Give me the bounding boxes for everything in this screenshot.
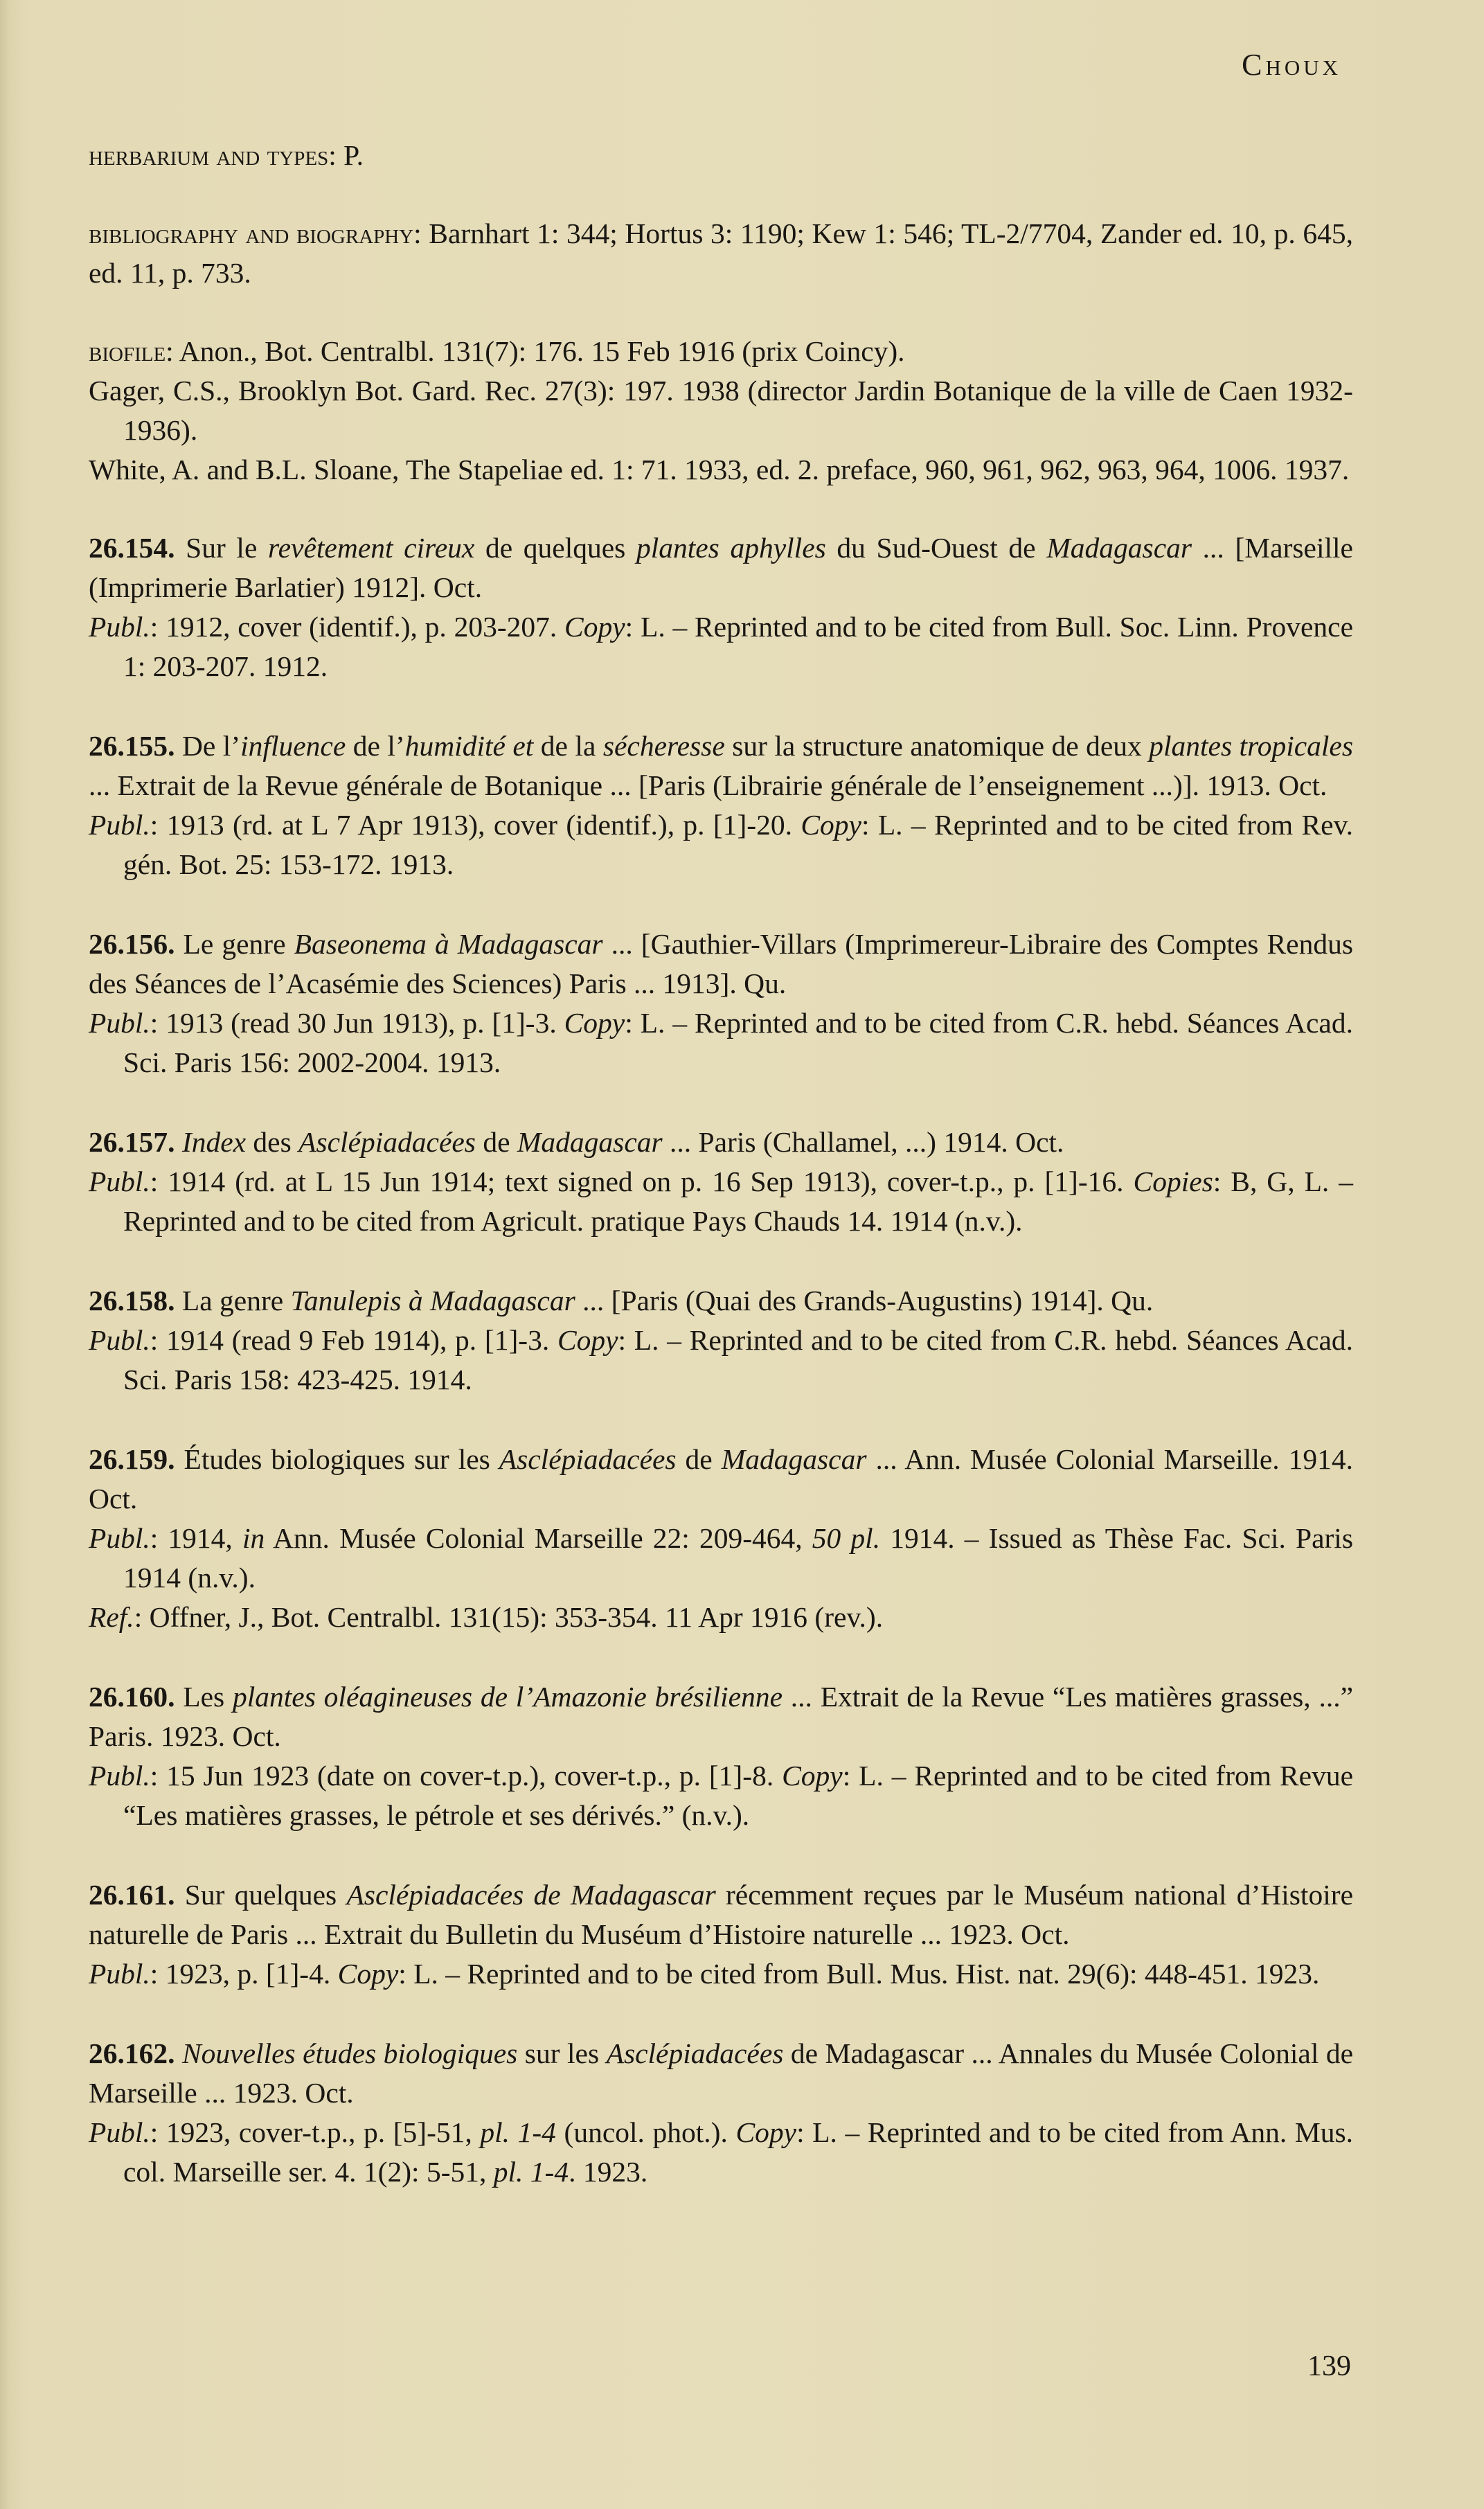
herbarium-label: herbarium and types: bbox=[89, 139, 337, 171]
entry-number: 26.158. bbox=[89, 1285, 175, 1316]
entry-note bbox=[89, 607, 1353, 686]
italic-text: Publ. bbox=[89, 1958, 150, 1990]
note-text: : 1912, cover (identif.), p. 203-207. bbox=[150, 611, 565, 643]
biofile-item: Gager, C.S., Brooklyn Bot. Gard. Rec. 27(3): 197. 1938 (director Jardin Botanique de la ville de Caen 1932-1936). bbox=[89, 375, 1353, 446]
italic-text: Madagascar bbox=[721, 1443, 867, 1475]
note-text: : 1914 (read 9 Feb 1914), p. [1]-3. bbox=[150, 1324, 557, 1356]
italic-text: Asclépiadacées bbox=[606, 2037, 784, 2069]
italic-text: Copies bbox=[1133, 1166, 1213, 1197]
biofile-item-text: Anon., Bot. Centralbl. 131(7): 176. 15 Feb 1916 (prix Coincy). bbox=[179, 335, 905, 367]
entry-title bbox=[89, 1440, 1353, 1519]
entry-title bbox=[89, 726, 1353, 805]
bibliographic-entry bbox=[89, 726, 1353, 884]
entry-title bbox=[89, 2034, 1353, 2113]
entry-number: 26.156. bbox=[89, 928, 175, 960]
title-text: des bbox=[246, 1126, 299, 1158]
italic-text: Publ. bbox=[89, 611, 150, 643]
title-text: Les bbox=[175, 1681, 233, 1713]
note-text: : 1913 (read 30 Jun 1913), p. [1]-3. bbox=[150, 1007, 564, 1039]
italic-text: 50 pl. bbox=[812, 1522, 881, 1554]
herbarium-section bbox=[89, 136, 1353, 175]
italic-text: Baseonema à Madagascar bbox=[294, 928, 603, 960]
entry-title bbox=[89, 1281, 1353, 1321]
italic-text: Copy bbox=[557, 1324, 618, 1356]
title-text: ... Paris (Challamel, ...) 1914. Oct. bbox=[662, 1126, 1064, 1158]
entry-title bbox=[89, 925, 1353, 1003]
bibliographic-entry bbox=[89, 1677, 1353, 1835]
title-text: Sur quelques bbox=[175, 1879, 347, 1911]
note-text: (uncol. phot.). bbox=[555, 2116, 736, 2148]
title-text: de bbox=[676, 1443, 722, 1475]
title-text: sur les bbox=[517, 2037, 607, 2069]
title-text: récemment reçues par le Muséum national d’Histoire naturelle de Paris ... Extrait du Bulletin du Muséum d’Histoire naturelle ... 1923. Oct. bbox=[89, 1879, 1353, 1950]
bibliographic-entry bbox=[89, 1281, 1353, 1400]
note-text: : L. – Reprinted and to be cited from Ann. Mus. col. Marseille ser. 4. 1(2): 5-51, bbox=[123, 2116, 1353, 2188]
note-text: : B, G, L. – Reprinted and to be cited from Agricult. pratique Pays Chauds 14. 1914 (n.v.). bbox=[123, 1166, 1354, 1237]
italic-text: Nouvelles études biologiques bbox=[182, 2037, 518, 2069]
italic-text: Copy bbox=[782, 1760, 843, 1792]
note-text: : 1923, cover-t.p., p. [5]-51, bbox=[150, 2116, 481, 2148]
italic-text: plantes oléagineuses de l’Amazonie brésilienne bbox=[233, 1681, 783, 1713]
title-text bbox=[175, 2037, 183, 2069]
bibliography-section bbox=[89, 214, 1353, 293]
entry-number: 26.154. bbox=[89, 532, 175, 564]
entry-number: 26.159. bbox=[89, 1443, 175, 1475]
title-text: Sur le bbox=[175, 532, 269, 564]
entry-number: 26.160. bbox=[89, 1681, 175, 1713]
note-text: : 1914 (rd. at L 15 Jun 1914; text signed on p. 16 Sep 1913), cover-t.p., p. [1]-16. bbox=[150, 1166, 1134, 1197]
title-text: sur la structure anatomique de deux bbox=[724, 730, 1150, 762]
title-text: De l’ bbox=[175, 730, 241, 762]
herbarium-value: P. bbox=[336, 139, 364, 171]
entry-number: 26.161. bbox=[89, 1879, 175, 1911]
bibliography-value: Barnhart 1: 344; Hortus 3: 1190; Kew 1: 546; TL-2/7704, Zander ed. 10, p. 645, ed. 11, p. 733. bbox=[89, 217, 1353, 289]
italic-text: Asclépiadacées de Madagascar bbox=[346, 1879, 716, 1911]
italic-text: revêtement cireux bbox=[268, 532, 475, 564]
note-text: . 1923. bbox=[569, 2156, 648, 2188]
title-text: La genre bbox=[175, 1285, 291, 1316]
note-text: : 15 Jun 1923 (date on cover-t.p.), cover-t.p., p. [1]-8. bbox=[150, 1760, 783, 1792]
entry-note bbox=[89, 1598, 1353, 1637]
title-text: du Sud-Ouest de bbox=[825, 532, 1047, 564]
italic-text: Copy bbox=[564, 1007, 625, 1039]
italic-text: in bbox=[242, 1522, 265, 1554]
biofile-item bbox=[89, 332, 1353, 371]
note-text: : Offner, J., Bot. Centralbl. 131(15): 353-354. 11 Apr 1916 (rev.). bbox=[134, 1601, 884, 1633]
italic-text: sécheresse bbox=[602, 730, 725, 762]
entry-number: 26.162. bbox=[89, 2037, 175, 2069]
title-text: de l’ bbox=[346, 730, 405, 762]
title-text: de bbox=[475, 1126, 517, 1158]
italic-text: pl. 1-4 bbox=[493, 2156, 569, 2188]
note-text: : L. – Reprinted and to be cited from C.R. hebd. Séances Acad. Sci. Paris 158: 423-425. 1914. bbox=[123, 1324, 1353, 1395]
title-text: ... [Paris (Quai des Grands-Augustins) 1914]. Qu. bbox=[575, 1285, 1154, 1316]
entry-note bbox=[89, 1519, 1353, 1598]
italic-text: Publ. bbox=[89, 1007, 150, 1039]
italic-text: pl. 1-4 bbox=[480, 2116, 556, 2148]
italic-text: Tanulepis à Madagascar bbox=[290, 1285, 575, 1316]
italic-text: Copy bbox=[564, 611, 625, 643]
italic-text: Publ. bbox=[89, 1522, 150, 1554]
biofile-label: biofile: bbox=[89, 335, 174, 367]
italic-text: influence bbox=[240, 730, 346, 762]
note-text: Ann. Musée Colonial Marseille 22: 209-464, bbox=[265, 1522, 812, 1554]
note-text: : 1914, bbox=[150, 1522, 242, 1554]
title-text: Le genre bbox=[175, 928, 294, 960]
page-content bbox=[89, 136, 1353, 2232]
italic-text: Publ. bbox=[89, 1760, 150, 1792]
bibliographic-entry bbox=[89, 1123, 1353, 1241]
note-text: : L. – Reprinted and to be cited from Bull. Mus. Hist. nat. 29(6): 448-451. 1923. bbox=[398, 1958, 1320, 1990]
note-text: : L. – Reprinted and to be cited from Rev. gén. Bot. 25: 153-172. 1913. bbox=[123, 809, 1353, 880]
note-text: : L. – Reprinted and to be cited from Revue “Les matières grasses, le pétrole et ses dérivés.” (n.v.). bbox=[123, 1760, 1353, 1831]
title-text: ... Extrait de la Revue “Les matières grasses, ...” Paris. 1923. Oct. bbox=[89, 1681, 1353, 1752]
entry-number: 26.155. bbox=[89, 730, 175, 762]
entry-note bbox=[89, 1162, 1353, 1241]
title-text bbox=[175, 1126, 182, 1158]
italic-text: Copy bbox=[337, 1958, 399, 1990]
title-text: ... [Marseille (Imprimerie Barlatier) 1912]. Oct. bbox=[89, 532, 1353, 603]
entry-note bbox=[89, 1003, 1353, 1082]
title-text: ... [Gauthier-Villars (Imprimereur-Libraire des Comptes Rendus des Séances de l’Acasémie des Sciences) Paris ... 1913]. Qu. bbox=[89, 928, 1353, 999]
italic-text: Publ. bbox=[89, 1166, 150, 1197]
title-text: Études biologiques sur les bbox=[175, 1443, 499, 1475]
bibliography-label: bibliography and biography: bbox=[89, 217, 422, 249]
title-text: de quelques bbox=[474, 532, 636, 564]
entry-title bbox=[89, 1875, 1353, 1954]
italic-text: Index bbox=[181, 1126, 247, 1158]
italic-text: Asclépiadacées bbox=[298, 1126, 476, 1158]
entry-number: 26.157. bbox=[89, 1126, 175, 1158]
title-text: de Madagascar ... Annales du Musée Colonial de Marseille ... 1923. Oct. bbox=[89, 2037, 1354, 2109]
note-text: : 1913 (rd. at L 7 Apr 1913), cover (identif.), p. [1]-20. bbox=[150, 809, 801, 841]
italic-text: plantes tropicales bbox=[1149, 730, 1353, 762]
note-text: 1914. – Issued as Thèse Fac. Sci. Paris 1914 (n.v.). bbox=[123, 1522, 1353, 1593]
italic-text: Madagascar bbox=[1046, 532, 1192, 564]
italic-text: Publ. bbox=[89, 809, 150, 841]
running-head: Choux bbox=[1242, 48, 1341, 82]
title-text: de la bbox=[533, 730, 603, 762]
italic-text: Asclépiadacées bbox=[499, 1443, 677, 1475]
italic-text: Madagascar bbox=[517, 1126, 663, 1158]
note-text: : L. – Reprinted and to be cited from Bull. Soc. Linn. Provence 1: 203-207. 1912. bbox=[123, 611, 1353, 682]
title-text: ... Ann. Musée Colonial Marseille. 1914. Oct. bbox=[89, 1443, 1354, 1515]
italic-text: Publ. bbox=[89, 1324, 150, 1356]
italic-text: Publ. bbox=[89, 2116, 150, 2148]
entry-note bbox=[89, 1954, 1353, 1994]
note-text: : 1923, p. [1]-4. bbox=[150, 1958, 338, 1990]
bibliographic-entries bbox=[89, 528, 1353, 2192]
title-text: ... Extrait de la Revue générale de Botanique ... [Paris (Librairie générale de l’enseignement ...)]. 1913. Oct. bbox=[89, 769, 1327, 801]
italic-text: plantes aphylles bbox=[636, 532, 826, 564]
italic-text: Copy bbox=[801, 809, 861, 841]
italic-text: humidité et bbox=[404, 730, 534, 762]
italic-text: Ref. bbox=[89, 1601, 134, 1633]
bibliographic-entry bbox=[89, 1440, 1353, 1637]
biofile-item: White, A. and B.L. Sloane, The Stapeliae ed. 1: 71. 1933, ed. 2. preface, 960, 961, 962, 963, 964, 1006. 1937. bbox=[89, 454, 1350, 485]
entry-title bbox=[89, 1123, 1353, 1162]
entry-note bbox=[89, 1321, 1353, 1400]
bibliographic-entry bbox=[89, 925, 1353, 1082]
entry-note bbox=[89, 2113, 1353, 2192]
bibliographic-entry bbox=[89, 528, 1353, 686]
bibliographic-entry bbox=[89, 1875, 1353, 1994]
entry-title bbox=[89, 1677, 1353, 1756]
note-text: : L. – Reprinted and to be cited from C.R. hebd. Séances Acad. Sci. Paris 156: 2002-2004. 1913. bbox=[123, 1007, 1353, 1078]
entry-note bbox=[89, 805, 1353, 884]
page-number: 139 bbox=[1307, 2350, 1351, 2382]
entry-title bbox=[89, 528, 1353, 607]
entry-note bbox=[89, 1756, 1353, 1835]
bibliographic-entry bbox=[89, 2034, 1353, 2192]
italic-text: Copy bbox=[735, 2116, 797, 2148]
biofile-section bbox=[89, 332, 1353, 490]
